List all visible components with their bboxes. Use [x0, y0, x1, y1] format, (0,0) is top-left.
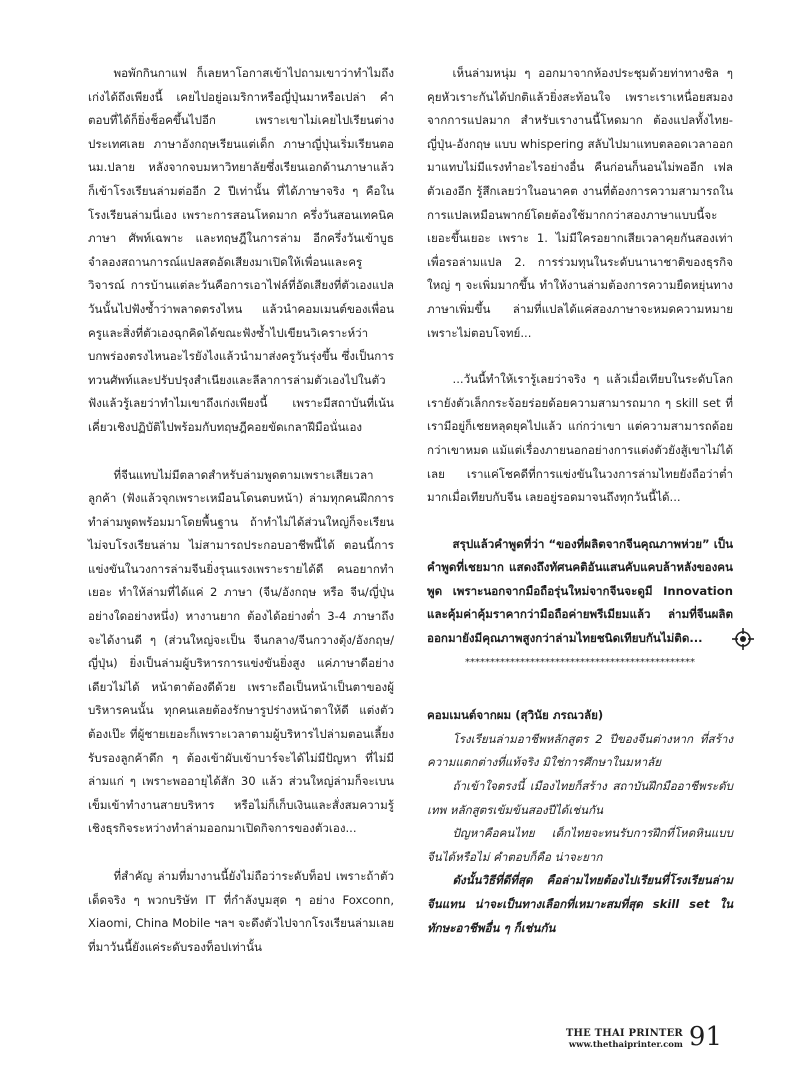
comment-heading: คอมเมนต์จากผม (สุวินัย ภรณวลัย) — [427, 708, 604, 723]
right-paragraph-1: เห็นล่ามหนุ่ม ๆ ออกมาจากห้องประชุมด้วยท่าทางชิล ๆ คุยหัวเราะกันได้ปกติแล้วยิ่งสะท้อนใจ เพราะเราเหนื่อยสมองจากการแปลมาก สำหรับเรางานนี้โหดมาก ต้องแปลทั้งไทย-ญี่ปุ่น-อังกฤษ แบบ whispering สลับไปมาแทบตลอดเวลาออกมาแทบไม่มีแรงทำอะไรอย่างอื่น คืนก่อนก็นอนไม่พออีก เฟลตัวเองอีก รู้สึกเลยว่าในอนาคต งานที่ต้องการความสามารถในการแปลเหมือนพากย์โดยต้องใช้มากกว่าสองภาษาแบบนี้จะเยอะขึ้นเยอะ เพราะ 1. ไม่มีใครอยากเสียเวลาคุยกันสองเท่าเพื่อรอล่ามแปล 2. การร่วมทุนในระดับนานาชาติของธุรกิจใหญ่ ๆ จะเพิ่มมากขึ้น ทำให้งานล่ามต้องการความยืดหยุ่นทางภาษาเพิ่มขึ้น ล่ามที่แปลได้แค่สองภาษาจะหมดความหมายเพราะไม่ตอบโจทย์... — [427, 66, 733, 340]
comment-paragraph-1: โรงเรียนล่ามอาชีพหลักสูตร 2 ปีของจีนต่างหาก ที่สร้างความแตกต่างที่แท้จริง มิใช่การศึกษาในมหาลัย — [427, 731, 733, 770]
magazine-name: THE THAI PRINTER — [565, 1028, 683, 1039]
left-paragraph-2: ที่จีนแทบไม่มีตลาดสำหรับล่ามพูดตามเพราะเสียเวลาลูกค้า (ฟังแล้วจุกเพราะเหมือนโดนตบหน้า) ล่ามทุกคนฝึกการทำล่ามพูดพร้อมมาโดยพื้นฐาน ถ้าทำไม่ได้ส่วนใหญ่ก็จะเรียนไม่จบโรงเรียนล่าม ไม่สามารถประกอบอาชีพนี้ได้ ตอนนี้การแข่งขันในวงการล่ามจีนยิ่งรุนแรงเพราะรายได้ดี คนอยากทำเยอะ ทำให้ล่ามที่ได้แค่ 2 ภาษา (จีน/อังกฤษ หรือ จีน/ญี่ปุ่น อย่างใดอย่างหนึ่ง) หางานยาก ต้องได้อย่างต่ำ 3-4 ภาษาถึงจะได้งานดี ๆ (ส่วนใหญ่จะเป็น จีนกลาง/จีนกวางตุ้ง/อังกฤษ/ญี่ปุ่น) ยิ่งเป็นล่ามผู้บริหารการแข่งขันยิ่งสูง แค่ภาษาดีอย่างเดียวไม่ได้ หน้าตาต้องดีด้วย เพราะถือเป็นหน้าเป็นตาของผู้บริหารคนนั้น ทุกคนเลยต้องรักษารูปร่างหน้าตาให้ดี แต่งตัวต้องเป๊ะ ที่ผู้ชายเยอะก็เพราะเวลาตามผู้บริหารไปล่ามตอนเลี้ยงรับรองลูกค้าดึก ๆ ต้องเข้าผับเข้าบาร์จะได้ไม่มีปัญหา ที่ไม่มีล่ามแก่ ๆ เพราะพออายุได้สัก 30 แล้ว ส่วนใหญ่ล่ามก็จะเบนเข็มเข้าทำงานสายบริหาร หรือไม่ก็เก็บเงินและสั่งสมความรู้เชิงธุรกิจระหว่างทำล่ามออกมาเปิดกิจการของตัวเอง... — [88, 467, 394, 836]
right-column — [427, 62, 733, 940]
magazine-url: www.thethaiprinter.com — [568, 1040, 683, 1050]
separator-stars: ********************************************** — [465, 656, 695, 668]
left-paragraph-1: พอพักกินกาแฟ ก็เลยหาโอกาสเข้าไปถามเขาว่าทำไมถึงเก่งได้ถึงเพียงนี้ เคยไปอยู่อเมริกาหรือญี่ปุ่นมาหรือเปล่า คำตอบที่ได้ก็ยิ่งช็อคขึ้นไปอีก เพราะเขาไม่เคยไปเรียนต่างประเทศเลย ภาษาอังกฤษเรียนแต่เด็ก ภาษาญี่ปุ่นเริ่มเรียนตอนม.ปลาย หลังจากจบมหาวิทยาลัยซึ่งเรียนเอกด้านภาษาแล้ว ก็เข้าโรงเรียนล่ามต่ออีก 2 ปีเท่านั้น ที่ได้ภาษาจริง ๆ คือในโรงเรียนล่ามนี่เอง เพราะการสอนโหดมาก ครึ่งวันสอนเทคนิค ภาษา ศัพท์เฉพาะ และทฤษฎีในการล่าม อีกครึ่งวันเข้าบูธจำลองสถานการณ์แปลสดอัดเสียงมาเปิดให้เพื่อนและครูวิจารณ์ การบ้านแต่ละวันคือการเอาไฟล์ที่อัดเสียงที่ตัวเองแปลวันนั้นไปฟังซ้ำว่าพลาดตรงไหน แล้วนำคอมเมนต์ของเพื่อน ครูและสิ่งที่ตัวเองฉุกคิดได้ขณะฟังซ้ำไปเขียนวิเคราะห์ว่าบกพร่องตรงไหนอะไรยังไงแล้วนำมาส่งครูวันรุ่งขึ้น ซึ่งเป็นการทวนศัพท์และปรับปรุงสำเนียงและลีลาการล่ามตัวเองไปในตัว ฟังแล้วรู้เลยว่าทำไมเขาถึงเก่งเพียงนี้ เพราะมีสถาบันที่เน้นเคี่ยวเชิงปฏิบัติไปพร้อมกับทฤษฎีคอยขัดเกลาฝีมือนั่นเอง — [88, 66, 394, 434]
left-column — [88, 62, 394, 959]
comment-block — [427, 728, 733, 940]
comment-paragraph-4: ดังนั้นวิธีที่ดีที่สุด คือล่ามไทยต้องไปเรียนที่โรงเรียนล่ามจีนแทน น่าจะเป็นทางเลือกที่เหมาะสมที่สุด skill set ในทักษะอาชีพอื่น ๆ ก็เช่นกัน — [427, 873, 733, 935]
crosshair-target-icon — [707, 628, 729, 650]
summary-paragraph — [427, 533, 733, 651]
right-paragraph-2: ...วันนี้ทำให้เรารู้เลยว่าจริง ๆ แล้วเมื่อเทียบในระดับโลก เรายังตัวเล็กกระจ้อยร่อยด้อยความสามารถมาก ๆ skill set ที่เรามีอยู่ก็เชยหลุดยุคไปแล้ว แก่กว่าเขา แต่ความสามารถด้อยกว่าเขาหมด แม้แต่เรื่องภายนอกอย่างการแต่งตัวยังสู้เขาไม่ได้เลย เราแค่โชคดีที่การแข่งขันในวงการล่ามไทยยังถือว่าต่ำมากเมื่อเทียบกับจีน เลยอยู่รอดมาจนถึงทุกวันนี้ได้... — [427, 372, 733, 505]
footer-text — [566, 1028, 683, 1050]
comment-paragraph-2: ถ้าเข้าใจตรงนี้ เมืองไทยก็สร้าง สถาบันฝึกมืออาชีพระดับเทพ หลักสูตรเข้มข้นสองปีได้เช่นกัน — [427, 779, 733, 817]
comment-paragraph-3: ปัญหาคือคนไทย เด็กไทยจะทนรับการฝึกที่โหดหินแบบจีนได้หรือไม่ คำตอบก็คือ น่าจะยาก — [427, 826, 733, 864]
left-paragraph-3: ที่สำคัญ ล่ามที่มางานนี้ยังไม่ถือว่าระดับท็อป เพราะถ้าตัวเด็ดจริง ๆ พวกบริษัท IT ที่กำลังบูมสุด ๆ อย่าง Foxconn, Xiaomi, China Mobile ฯลฯ จะดึงตัวไปจากโรงเรียนล่ามเลย ที่มาวันนี้ยังแค่ระดับรองท็อปเท่านั้น — [88, 869, 394, 954]
page-number: 91 — [688, 1022, 722, 1052]
page-footer — [566, 1024, 722, 1050]
summary-text: สรุปแล้วคำพูดที่ว่า “ของที่ผลิตจากจีนคุณภาพห่วย” เป็นคำพูดที่เชยมาก แสดงถึงทัศนคติอันแสนคับแคบล้าหลังของคนพูด เพราะนอกจากมือถือรุ่นใหม่จากจีนจะดูมี Innovation และคุ้มค่าคุ้มราคากว่ามือถือค่ายพรีเมียมแล้ว ล่ามที่จีนผลิตออกมายังมีคุณภาพสูงกว่าล่ามไทยชนิดเทียบกันไม่ติด... — [427, 536, 733, 646]
